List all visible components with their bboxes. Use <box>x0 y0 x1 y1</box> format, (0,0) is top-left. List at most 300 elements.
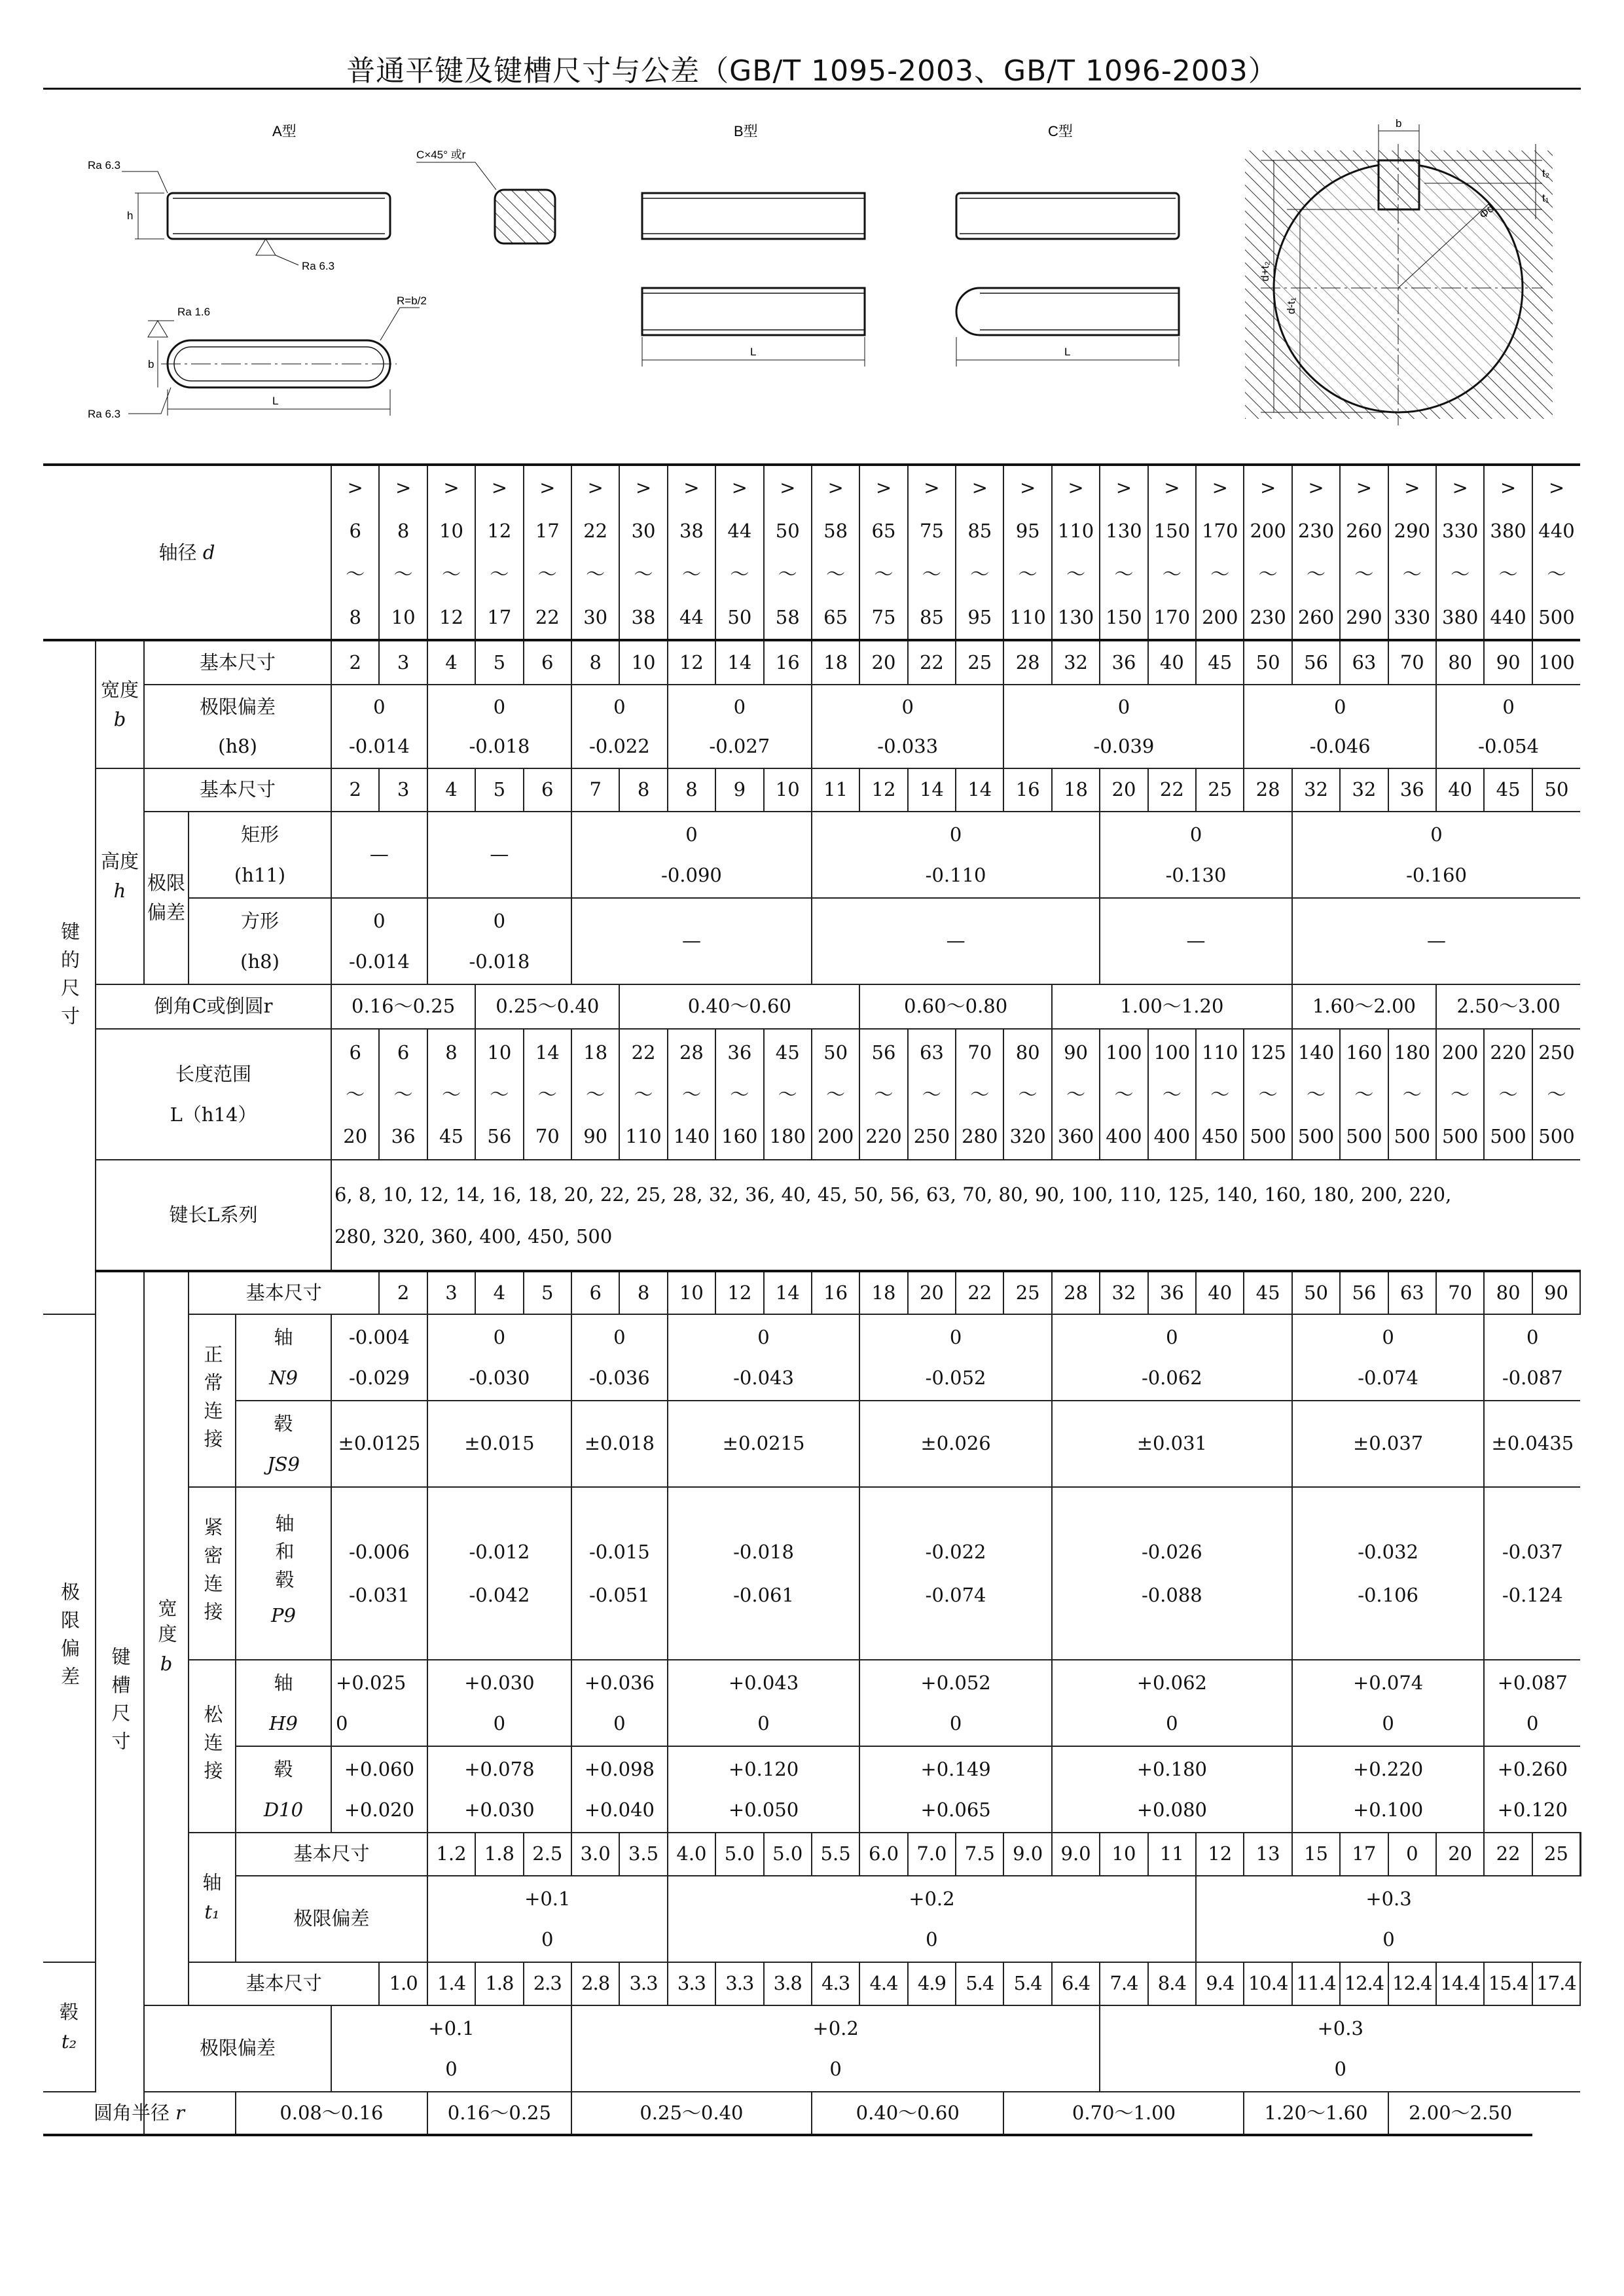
vertical-label: 正常连接 <box>201 1344 224 1457</box>
shaft-range <box>379 465 427 640</box>
cell-line: ～ <box>1210 1083 1230 1105</box>
shaft-range <box>859 465 907 640</box>
shaft-range <box>1052 465 1100 640</box>
cell-line: 150 <box>1106 606 1142 628</box>
cell-line: > <box>683 476 700 499</box>
t2-basic: 3.3 <box>668 1962 715 2005</box>
t1-basic: 25 <box>1532 1833 1580 1876</box>
cell-line: ～ <box>1307 1083 1326 1105</box>
t2-dev <box>571 2005 1100 2092</box>
cell-line: 高度 <box>100 850 139 873</box>
d10-dev <box>1052 1746 1292 1833</box>
cell-line: +0.087 <box>1497 1672 1568 1694</box>
cell-line: 轴 <box>274 1672 293 1694</box>
cell-line: 轴 <box>202 1871 222 1894</box>
cell-line: ～ <box>393 563 413 585</box>
cell-line: ～ <box>1162 563 1182 585</box>
key-width-basic: 63 <box>1340 640 1388 685</box>
corner-radius-value: 1.20～1.60 <box>1244 2092 1388 2135</box>
t1-basic: 7.0 <box>908 1833 956 1876</box>
cell-line: 6 <box>349 520 361 542</box>
corner-radius-label <box>43 2092 236 2135</box>
key-width-basic: 2 <box>331 640 379 685</box>
limit-dev-label <box>144 685 331 768</box>
length-range <box>619 1029 667 1160</box>
key-height-basic: 50 <box>1532 768 1580 812</box>
length-range <box>1003 1029 1051 1160</box>
cell-line: 0 <box>373 910 386 932</box>
key-height-basic: 2 <box>331 768 379 812</box>
cell-line: 0 <box>1526 1712 1539 1734</box>
cell-line: 260 <box>1297 606 1335 628</box>
key-width-basic: 56 <box>1292 640 1340 685</box>
cell-line: 170 <box>1153 606 1191 628</box>
cell-line: 500 <box>1297 1125 1335 1147</box>
js9-dev: ±0.0215 <box>668 1401 860 1487</box>
slot-width-basic: 3 <box>427 1271 475 1314</box>
cell-line: 6 <box>349 1041 361 1064</box>
cell-line: ～ <box>1354 1083 1374 1105</box>
cell-line: 500 <box>1490 1125 1526 1147</box>
shaft-range <box>524 465 571 640</box>
cell-line: 极限偏差 <box>200 696 276 718</box>
cell-line: b <box>160 1653 173 1676</box>
t1-basic: 11 <box>1148 1833 1196 1876</box>
cell-line: 0 <box>493 1712 506 1734</box>
cell-line: 125 <box>1250 1041 1286 1064</box>
cell-line: 17 <box>487 606 512 628</box>
limit-dev-label: 极限偏差 <box>236 1876 427 1962</box>
cell-line: ～ <box>537 563 557 585</box>
t2-dev <box>331 2005 571 2092</box>
cell-line: ～ <box>1258 563 1278 585</box>
hub-t2-label <box>43 1962 96 2092</box>
corner-radius-value: 0.70～1.00 <box>1003 2092 1244 2135</box>
l-dim-label-c: L <box>1064 346 1071 358</box>
cell-line: 10 <box>391 606 416 628</box>
cell-line: 130 <box>1106 520 1142 542</box>
cell-line: > <box>1212 476 1228 499</box>
length-range <box>1052 1029 1100 1160</box>
corner-radius-text: 圆角半径 <box>93 2101 170 2124</box>
cell-line: 230 <box>1297 520 1335 542</box>
cell-line: ～ <box>1402 563 1422 585</box>
cell-line: 0 <box>1117 696 1130 718</box>
shaft-range <box>1340 465 1388 640</box>
cell-line: 0 <box>493 1326 506 1348</box>
slot-width-basic: 6 <box>571 1271 619 1314</box>
t2-basic: 1.4 <box>427 1962 475 2005</box>
cell-line: > <box>491 476 508 499</box>
shaft-range <box>1148 465 1196 640</box>
cell-line: L（h14） <box>170 1103 257 1126</box>
js9-dev: ±0.037 <box>1292 1401 1485 1487</box>
cell-line: > <box>1068 476 1084 499</box>
t2-basic: 4.3 <box>812 1962 859 2005</box>
cell-line: -0.030 <box>469 1367 530 1389</box>
key-width-dev <box>1003 685 1244 768</box>
chamfer-value: 1.00～1.20 <box>1052 984 1292 1029</box>
d10-dev <box>668 1746 860 1833</box>
chamfer-label: 倒角C或倒圆r <box>96 984 331 1029</box>
cell-line: 500 <box>1250 1125 1286 1147</box>
cell-line: +0.065 <box>920 1799 991 1821</box>
cell-line: 0 <box>613 1712 626 1734</box>
cell-line: > <box>1259 476 1276 499</box>
slot-width-basic: 25 <box>1003 1271 1051 1314</box>
cell-line: 0 <box>1333 696 1346 718</box>
rect-dev: — <box>331 812 427 898</box>
length-range <box>1340 1029 1388 1160</box>
cell-line: +0.043 <box>728 1672 799 1694</box>
type-b-label: B型 <box>734 123 758 139</box>
cell-line: 440 <box>1490 606 1526 628</box>
cell-line: +0.098 <box>584 1758 655 1780</box>
cell-line: 280 <box>962 1125 998 1147</box>
cell-line: +0.030 <box>464 1799 535 1821</box>
key-height-basic: 36 <box>1388 768 1436 812</box>
cell-line: ～ <box>1547 1083 1566 1105</box>
d-minus-t1-label: d-t₁ <box>1285 297 1297 314</box>
vertical-label: 偏差 <box>58 1638 81 1695</box>
slot-width-basic: 45 <box>1244 1271 1291 1314</box>
key-height-basic: 10 <box>764 768 812 812</box>
cell-line: -0.012 <box>469 1541 530 1563</box>
cell-line: 长度范围 <box>175 1063 252 1085</box>
cell-line: (h8) <box>240 950 280 973</box>
cell-line: ～ <box>1018 1083 1038 1105</box>
cell-line: +0.149 <box>920 1758 991 1780</box>
cell-line: > <box>395 476 412 499</box>
length-range <box>764 1029 812 1160</box>
t2-basic: 14.4 <box>1436 1962 1484 2005</box>
cell-line: 偏差 <box>147 901 185 924</box>
cell-line: ～ <box>1354 563 1374 585</box>
cell-line: 75 <box>919 520 944 542</box>
p9-dev <box>427 1487 571 1660</box>
key-width-basic: 32 <box>1052 640 1100 685</box>
n9-dev <box>571 1314 668 1401</box>
cell-line: > <box>347 476 363 499</box>
cell-line: N9 <box>269 1367 298 1389</box>
cell-line: +0.220 <box>1352 1758 1424 1780</box>
slot-width-basic: 4 <box>475 1271 523 1314</box>
shaft-range <box>956 465 1003 640</box>
key-width-basic: 20 <box>859 640 907 685</box>
js9-dev: ±0.018 <box>571 1401 668 1487</box>
slot-width-basic: 18 <box>859 1271 907 1314</box>
cell-line: 58 <box>775 606 800 628</box>
cell-line: JS9 <box>267 1453 300 1475</box>
cell-line: > <box>1308 476 1324 499</box>
type-b-key <box>642 193 865 367</box>
cell-line: 500 <box>1346 1125 1382 1147</box>
cell-line: +0.1 <box>524 1888 571 1910</box>
key-dims-label <box>43 640 96 1314</box>
limit-dev-label <box>144 812 189 984</box>
cell-line: 0 <box>445 2058 458 2080</box>
cell-line: ～ <box>778 563 797 585</box>
cell-line: 360 <box>1057 1125 1094 1147</box>
slot-width-basic: 36 <box>1148 1271 1196 1314</box>
t2-basic: 7.4 <box>1100 1962 1147 2005</box>
key-width-dev <box>427 685 571 768</box>
cell-line: -0.106 <box>1358 1584 1419 1606</box>
cell-line: 0 <box>926 1928 938 1950</box>
slot-width-basic: 56 <box>1340 1271 1388 1314</box>
limit-dev-vert <box>43 1314 96 1962</box>
cell-line: t₁ <box>204 1901 220 1923</box>
key-width-basic: 16 <box>764 640 812 685</box>
p9-dev <box>1052 1487 1292 1660</box>
key-height-basic: 28 <box>1244 768 1291 812</box>
cell-line: -0.031 <box>348 1584 410 1606</box>
key-height-basic: 7 <box>571 768 619 812</box>
ra-label-2: Ra 6.3 <box>302 260 335 272</box>
cell-line: ～ <box>922 1083 941 1105</box>
t2-basic: 11.4 <box>1292 1962 1340 2005</box>
b-dim-label: b <box>148 358 154 370</box>
key-width-basic: 8 <box>571 640 619 685</box>
slot-width-label <box>144 1271 189 2005</box>
square-dev <box>427 898 571 984</box>
t2-basic: 10.4 <box>1244 1962 1291 2005</box>
cell-line: -0.018 <box>469 735 530 757</box>
cell-line: -0.015 <box>588 1541 650 1563</box>
square-dev: — <box>812 898 1100 984</box>
cell-line: 63 <box>919 1041 944 1064</box>
key-width-dev <box>331 685 427 768</box>
shaft-range <box>571 465 619 640</box>
cell-line: ～ <box>681 563 701 585</box>
cell-line: 0 <box>336 1712 348 1734</box>
basic-size-label: 基本尺寸 <box>189 1271 379 1314</box>
t1-label: t₁ <box>1542 192 1549 204</box>
shaft-range <box>1003 465 1051 640</box>
cell-line: 140 <box>673 1125 710 1147</box>
t1-basic: 20 <box>1436 1833 1484 1876</box>
key-width-basic: 4 <box>427 640 475 685</box>
cell-line: ～ <box>874 1083 893 1105</box>
slot-width-basic: 70 <box>1436 1271 1484 1314</box>
l-dim-label: L <box>272 395 279 407</box>
cell-line: 36 <box>727 1041 752 1064</box>
square-dev: — <box>1292 898 1580 984</box>
cell-line: ～ <box>586 1083 605 1105</box>
length-range <box>1196 1029 1244 1160</box>
cell-line: -0.074 <box>1358 1367 1419 1389</box>
cell-line: > <box>924 476 940 499</box>
cell-line: 14 <box>535 1041 560 1064</box>
h9-dev <box>1292 1660 1485 1746</box>
cell-line: 44 <box>727 520 752 542</box>
key-height-basic: 32 <box>1340 768 1388 812</box>
t1-basic: 10 <box>1100 1833 1147 1876</box>
key-width-dev <box>571 685 668 768</box>
cell-line: ～ <box>874 563 893 585</box>
t1-basic: 4.0 <box>668 1833 715 1876</box>
cell-line: 500 <box>1538 1125 1575 1147</box>
cell-line: (h11) <box>234 864 286 886</box>
length-range <box>1100 1029 1147 1160</box>
cell-line: -0.014 <box>348 950 410 973</box>
t2-basic: 1.0 <box>379 1962 427 2005</box>
square-dev: — <box>571 898 812 984</box>
shaft-range <box>1484 465 1532 640</box>
t2-label: t₂ <box>1542 167 1550 179</box>
cell-line: 方形 <box>241 910 280 932</box>
shaft-n9-label <box>236 1314 331 1401</box>
js9-dev: ±0.026 <box>859 1401 1052 1487</box>
cell-line: 65 <box>871 520 896 542</box>
cell-line: 500 <box>1394 1125 1430 1147</box>
cell-line: -0.042 <box>469 1584 530 1606</box>
key-width-basic: 100 <box>1532 640 1580 685</box>
cell-line: ～ <box>1114 563 1134 585</box>
h9-dev <box>1484 1660 1580 1746</box>
cell-line: 50 <box>727 606 752 628</box>
cell-line: -0.018 <box>733 1541 794 1563</box>
slot-width-basic: 40 <box>1196 1271 1244 1314</box>
length-range-label <box>96 1029 331 1160</box>
slot-width-basic: 2 <box>379 1271 427 1314</box>
cell-line: > <box>1548 476 1565 499</box>
cell-line: > <box>1164 476 1180 499</box>
radius-label: R=b/2 <box>397 295 427 307</box>
cell-line: 0 <box>493 696 506 718</box>
hub-js9-label <box>236 1401 331 1487</box>
key-width-basic: 50 <box>1244 640 1291 685</box>
length-range <box>1436 1029 1484 1160</box>
cell-line: +0.020 <box>344 1799 415 1821</box>
cell-line: -0.026 <box>1141 1541 1202 1563</box>
chamfer-value: 0.40～0.60 <box>619 984 859 1029</box>
cell-line: 260 <box>1346 520 1382 542</box>
n9-dev <box>1052 1314 1292 1401</box>
cell-line: > <box>587 476 604 499</box>
rect-dev <box>571 812 812 898</box>
slot-width-basic: 5 <box>524 1271 571 1314</box>
cell-line: 250 <box>1538 1041 1575 1064</box>
cell-line: ～ <box>1258 1083 1278 1105</box>
length-range <box>715 1029 763 1160</box>
basic-size-label: 基本尺寸 <box>189 1962 379 2005</box>
cell-line: 75 <box>871 606 896 628</box>
type-c-key <box>956 193 1179 367</box>
p9-dev <box>859 1487 1052 1660</box>
type-a-label: A型 <box>272 123 297 139</box>
cell-line: 200 <box>1442 1041 1479 1064</box>
cell-line: -0.022 <box>588 735 650 757</box>
cell-line: -0.027 <box>709 735 770 757</box>
key-width-basic: 28 <box>1003 640 1051 685</box>
t2-basic: 5.4 <box>956 1962 1003 2005</box>
key-section <box>416 149 555 243</box>
t1-basic: 7.5 <box>956 1833 1003 1876</box>
cell-line: 6 <box>397 1041 410 1064</box>
cell-line: 70 <box>535 1125 560 1147</box>
cell-line: ～ <box>586 563 605 585</box>
cell-line: ～ <box>1018 563 1038 585</box>
key-height-basic: 11 <box>812 768 859 812</box>
cell-line: > <box>731 476 748 499</box>
chamfer-value: 0.25～0.40 <box>475 984 619 1029</box>
shaft-range <box>1436 465 1484 640</box>
t1-basic: 5.0 <box>764 1833 812 1876</box>
key-height-label <box>96 768 144 984</box>
cell-line: -0.032 <box>1358 1541 1419 1563</box>
rect-dev <box>1100 812 1292 898</box>
cell-line: 320 <box>1009 1125 1046 1147</box>
cell-line: -0.088 <box>1141 1584 1202 1606</box>
cell-line: > <box>539 476 556 499</box>
cell-line: 330 <box>1442 520 1479 542</box>
cell-line: 50 <box>775 520 800 542</box>
n9-dev <box>1292 1314 1485 1401</box>
cell-line: ～ <box>346 1083 365 1105</box>
h9-dev <box>668 1660 860 1746</box>
slot-width-basic: 22 <box>956 1271 1003 1314</box>
vertical-label: 键槽尺寸 <box>109 1647 132 1759</box>
shaft-range <box>908 465 956 640</box>
key-height-basic: 6 <box>524 768 571 812</box>
length-range <box>331 1029 379 1160</box>
cell-line: +0.036 <box>584 1672 655 1694</box>
length-series-label: 键长L系列 <box>96 1160 331 1271</box>
n9-dev <box>859 1314 1052 1401</box>
cell-line: ～ <box>1451 563 1470 585</box>
cell-line: 0 <box>1382 1712 1394 1734</box>
cell-line: > <box>971 476 988 499</box>
cell-line: > <box>1115 476 1132 499</box>
key-height-basic: 20 <box>1100 768 1147 812</box>
cell-line: +0.030 <box>464 1672 535 1694</box>
d10-dev <box>427 1746 571 1833</box>
cell-line: 450 <box>1202 1125 1238 1147</box>
shaft-range <box>1292 465 1340 640</box>
cell-line: 400 <box>1153 1125 1191 1147</box>
cell-line: +0.050 <box>728 1799 799 1821</box>
key-height-basic: 8 <box>619 768 667 812</box>
length-range <box>379 1029 427 1160</box>
d10-dev <box>331 1746 427 1833</box>
cell-line: ～ <box>634 563 653 585</box>
vertical-label: 松连接 <box>201 1704 224 1789</box>
cell-line: ～ <box>1066 563 1086 585</box>
slot-width-basic: 8 <box>619 1271 667 1314</box>
cell-line: 0 <box>685 823 698 846</box>
key-width-basic: 6 <box>524 640 571 685</box>
shaft-diameter-header <box>43 465 331 640</box>
t2-basic: 8.4 <box>1148 1962 1196 2005</box>
cell-line: -0.022 <box>925 1541 986 1563</box>
cell-line: 0 <box>757 1712 770 1734</box>
cell-line: ～ <box>826 563 846 585</box>
slot-width-basic: 32 <box>1100 1271 1147 1314</box>
t1-basic: 13 <box>1244 1833 1291 1876</box>
cell-line: 0 <box>1526 1326 1539 1348</box>
key-height-basic: 9 <box>715 768 763 812</box>
cell-line: 200 <box>817 1125 854 1147</box>
cell-line: ～ <box>1162 1083 1182 1105</box>
length-range <box>668 1029 715 1160</box>
slot-dims-label <box>96 1271 144 2135</box>
cell-line: 100 <box>1106 1041 1142 1064</box>
cell-line: 160 <box>1346 1041 1382 1064</box>
cell-line: -0.018 <box>469 950 530 973</box>
slot-width-basic: 90 <box>1532 1271 1580 1314</box>
t2-basic: 17.4 <box>1532 1962 1580 2005</box>
